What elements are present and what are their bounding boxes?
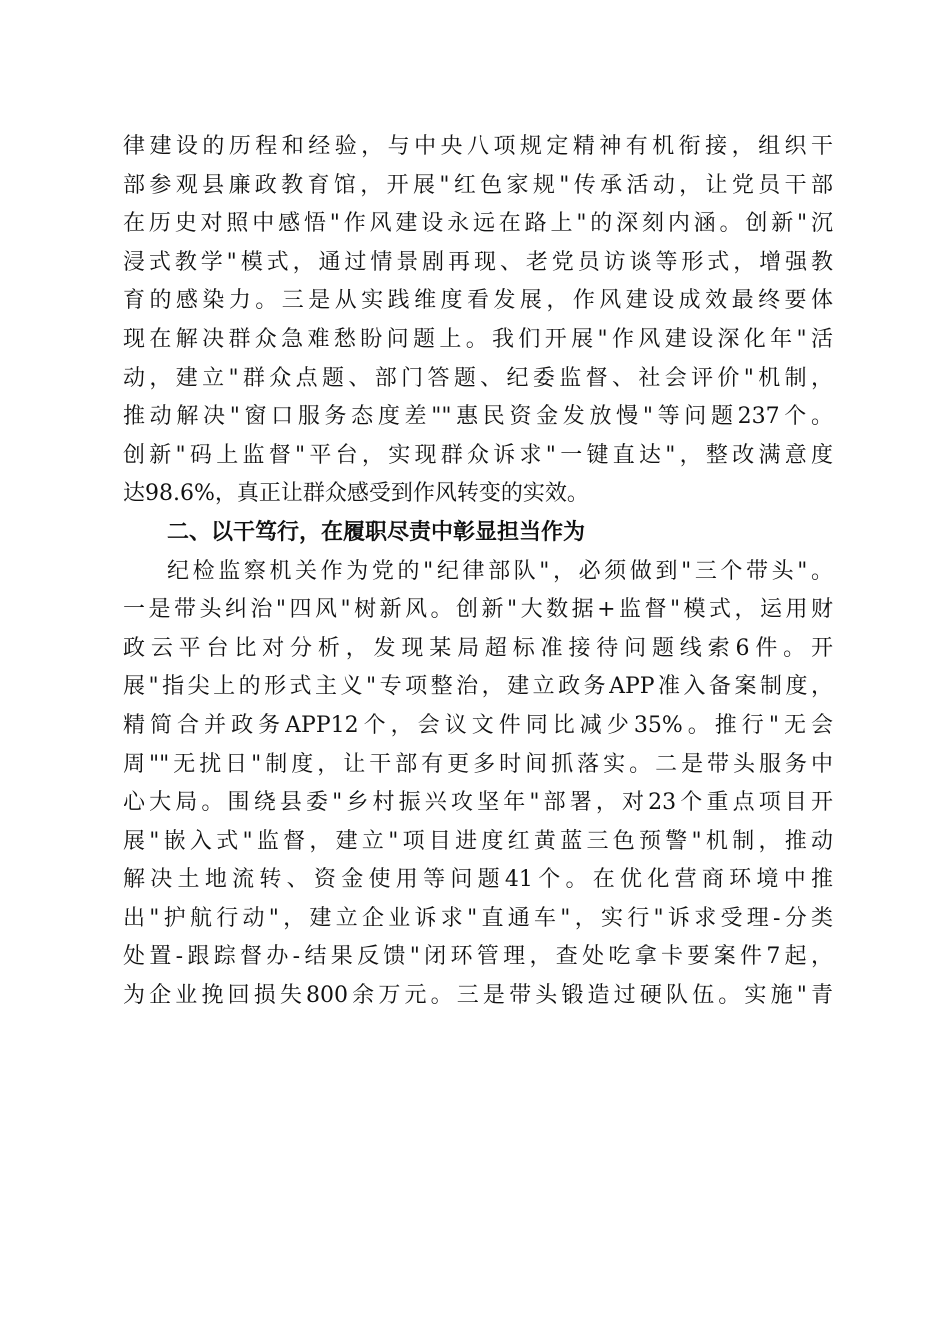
text-line: 心大局。围绕县委"乡村振兴攻坚年"部署，对23个重点项目开: [123, 790, 833, 816]
section-heading: 二、以干笃行，在履职尽责中彰显担当作为: [167, 519, 586, 545]
text-line: 浸式教学"模式，通过情景剧再现、老党员访谈等形式，增强教: [123, 249, 833, 275]
text-line: 为企业挽回损失800余万元。三是带头锻造过硬队伍。实施"青: [123, 983, 833, 1009]
text-line: 达98.6%，真正让群众感受到作风转变的实效。: [123, 481, 589, 507]
body-text: [123, 128, 833, 1016]
text-line: 一是带头纠治"四风"树新风。创新"大数据+监督"模式，运用财: [123, 597, 833, 623]
text-line: 处置-跟踪督办-结果反馈"闭环管理，查处吃拿卡要案件7起，: [123, 944, 833, 970]
text-line: 育的感染力。三是从实践维度看发展，作风建设成效最终要体: [123, 288, 833, 314]
text-line: 动，建立"群众点题、部门答题、纪委监督、社会评价"机制，: [123, 365, 833, 391]
text-line: 纪检监察机关作为党的"纪律部队"，必须做到"三个带头"。: [167, 558, 833, 584]
text-line: 现在解决群众急难愁盼问题上。我们开展"作风建设深化年"活: [123, 326, 833, 352]
text-line: 展"指尖上的形式主义"专项整治，建立政务APP准入备案制度，: [123, 674, 833, 700]
text-line: 创新"码上监督"平台，实现群众诉求"一键直达"，整改满意度: [123, 442, 833, 468]
text-line: 出"护航行动"，建立企业诉求"直通车"，实行"诉求受理-分类: [123, 905, 833, 931]
text-line: 展"嵌入式"监督，建立"项目进度红黄蓝三色预警"机制，推动: [123, 828, 833, 854]
text-line: 在历史对照中感悟"作风建设永远在路上"的深刻内涵。创新"沉: [123, 211, 833, 237]
text-line: 政云平台比对分析，发现某局超标准接待问题线索6件。开: [123, 635, 833, 661]
text-line: 精简合并政务APP12个，会议文件同比减少35%。推行"无会: [123, 712, 833, 738]
text-line: 部参观县廉政教育馆，开展"红色家规"传承活动，让党员干部: [123, 172, 833, 198]
text-line: 周""无扰日"制度，让干部有更多时间抓落实。二是带头服务中: [123, 751, 834, 777]
text-line: 律建设的历程和经验，与中央八项规定精神有机衔接，组织干: [123, 134, 833, 159]
text-line: 推动解决"窗口服务态度差""惠民资金发放慢"等问题237个。: [123, 404, 833, 430]
text-line: 解决土地流转、资金使用等问题41个。在优化营商环境中推: [123, 867, 833, 893]
